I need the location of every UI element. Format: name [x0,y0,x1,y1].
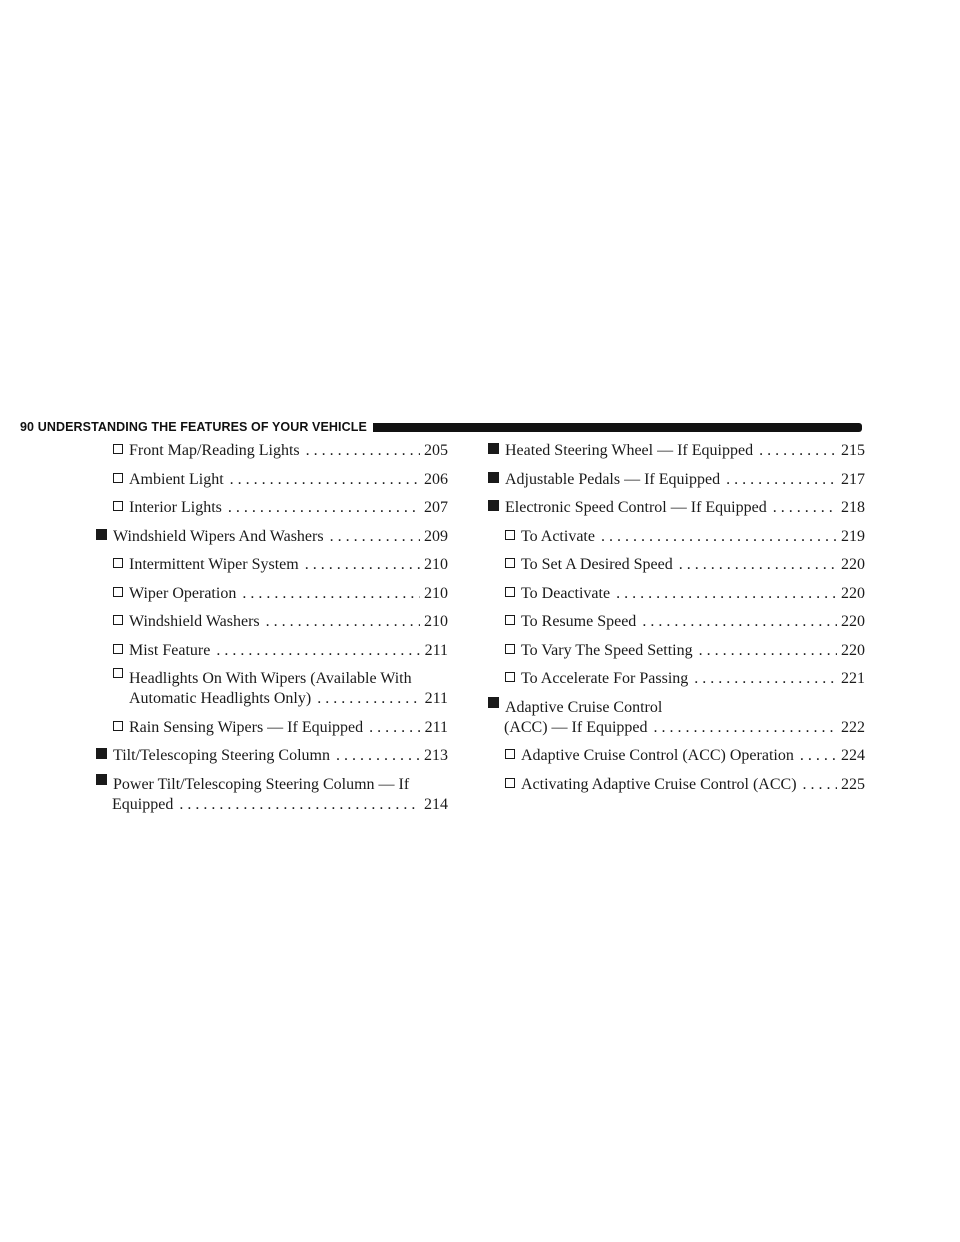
open-square-bullet-icon [113,587,123,597]
toc-entry[interactable] [488,441,865,461]
page-header [20,419,862,435]
page-number: 90 [20,420,35,434]
open-square-bullet-icon [505,558,515,568]
toc-entry-title: Mist Feature [129,641,211,659]
filled-square-bullet-icon [488,500,499,511]
toc-entry-title: Tilt/Telescoping Steering Column [113,747,330,764]
toc-entry[interactable] [488,746,865,766]
toc-entry-title: Front Map/Reading Lights [129,442,300,459]
dot-leader [336,746,420,766]
toc-entry[interactable] [488,470,865,490]
dot-leader [228,498,420,518]
filled-square-bullet-icon [96,774,107,785]
dot-leader [642,612,837,632]
toc-page-number: 221 [841,670,865,687]
filled-square-bullet-icon [488,443,499,454]
dot-leader [330,527,420,547]
open-square-bullet-icon [505,778,515,788]
open-square-bullet-icon [113,721,123,731]
header-rule [373,423,862,432]
filled-square-bullet-icon [488,697,499,708]
toc-page-number: 220 [841,613,865,630]
open-square-bullet-icon [113,558,123,568]
toc-entry-title: To Activate [521,527,595,545]
dot-leader [679,555,837,575]
dot-leader [726,470,837,490]
toc-page-number: 225 [841,775,865,793]
dot-leader [601,527,837,547]
toc-entry-title: Windshield Wipers And Washers [113,527,324,545]
dot-leader [242,584,420,604]
toc-entry[interactable] [96,746,448,766]
toc-entry[interactable] [96,775,448,815]
toc-page-number: 213 [424,747,448,764]
toc-page-number: 207 [424,499,448,516]
toc-page-number: 218 [841,499,865,516]
toc-entry[interactable] [488,555,865,575]
toc-page-number: 220 [841,584,865,602]
dot-leader [266,612,420,632]
open-square-bullet-icon [505,615,515,625]
filled-square-bullet-icon [488,472,499,483]
toc-entry-title: To Accelerate For Passing [521,670,689,687]
toc-entry[interactable] [96,669,448,709]
dot-leader [179,795,420,815]
toc-page-number: 214 [424,795,448,813]
toc-page-number: 206 [424,470,448,488]
section-title: UNDERSTANDING THE FEATURES OF YOUR VEHICLE [37,420,367,434]
toc-entry[interactable] [488,498,865,518]
toc-entry-title: Adaptive Cruise Control [505,698,663,716]
dot-leader [773,498,837,518]
dot-leader [305,555,420,575]
open-square-bullet-icon [113,444,123,454]
toc-entry-title-continued: Equipped [112,795,174,813]
toc-entry[interactable] [96,498,448,518]
open-square-bullet-icon [113,501,123,511]
dot-leader [694,669,837,689]
dot-leader [654,718,837,738]
toc-entry-title: Headlights On With Wipers (Available With [129,670,412,687]
toc-entry[interactable] [96,441,448,461]
toc-entry-title: Wiper Operation [129,584,237,602]
toc-left-column [96,441,448,823]
toc-page-number: 222 [841,718,865,736]
toc-entry-title: To Vary The Speed Setting [521,641,693,659]
toc-entry-title: Heated Steering Wheel — If Equipped [505,442,754,459]
toc-entry[interactable] [488,612,865,632]
toc-entry-title: Power Tilt/Telescoping Steering Column — If [113,775,410,793]
toc-entry[interactable] [488,775,865,795]
toc-entry[interactable] [488,584,865,604]
open-square-bullet-icon [113,473,123,483]
open-square-bullet-icon [505,530,515,540]
toc-entry-title: Activating Adaptive Cruise Control (ACC) [521,775,797,793]
toc-entry[interactable] [96,641,448,661]
open-square-bullet-icon [505,587,515,597]
filled-square-bullet-icon [96,529,107,540]
toc-entry-title: Rain Sensing Wipers — If Equipped [129,718,364,736]
open-square-bullet-icon [505,749,515,759]
toc-entry-title: Adjustable Pedals — If Equipped [505,470,721,488]
toc-entry[interactable] [488,669,865,689]
toc-entry-title-continued: (ACC) — If Equipped [504,718,648,736]
dot-leader [317,689,420,709]
toc-entry-title: Windshield Washers [129,613,260,630]
dot-leader [306,441,420,461]
toc-entry-title: To Deactivate [521,584,611,602]
toc-entry-title-continued: Automatic Headlights Only) [129,690,312,707]
toc-entry-title: To Resume Speed [521,613,637,630]
filled-square-bullet-icon [96,748,107,759]
dot-leader [216,641,420,661]
toc-entry[interactable] [96,612,448,632]
toc-page-number: 217 [841,470,865,488]
toc-entry-title: Interior Lights [129,499,222,516]
toc-page-number: 219 [841,527,865,545]
toc-page-number: 210 [424,556,448,573]
open-square-bullet-icon [505,644,515,654]
toc-page-number: 211 [424,641,448,659]
toc-entry[interactable] [96,718,448,738]
dot-leader [616,584,837,604]
toc-entry[interactable] [488,698,865,738]
dot-leader [800,746,837,766]
toc-entry-title: Ambient Light [129,470,224,488]
toc-page-number: 210 [424,613,448,630]
header-label [20,420,373,434]
toc-page-number: 209 [424,527,448,545]
dot-leader [803,775,837,795]
toc-entry[interactable] [488,527,865,547]
toc-entry[interactable] [96,470,448,490]
toc-entry[interactable] [488,641,865,661]
open-square-bullet-icon [113,615,123,625]
dot-leader [230,470,420,490]
toc-entry[interactable] [96,584,448,604]
dot-leader [759,441,837,461]
open-square-bullet-icon [505,672,515,682]
toc-page-number: 224 [841,747,865,764]
dot-leader [369,718,420,738]
toc-page-number: 210 [424,584,448,602]
toc-entry-title: Adaptive Cruise Control (ACC) Operation [521,747,794,764]
toc-page-number: 205 [424,442,448,459]
toc-page-number: 211 [424,718,448,736]
toc-entry-title: Electronic Speed Control — If Equipped [505,499,767,516]
toc-right-column [488,441,865,803]
open-square-bullet-icon [113,668,123,678]
toc-entry[interactable] [96,527,448,547]
toc-entry-title: Intermittent Wiper System [129,556,299,573]
open-square-bullet-icon [113,644,123,654]
toc-entry[interactable] [96,555,448,575]
dot-leader [699,641,837,661]
toc-page-number: 220 [841,556,865,573]
toc-entry-title: To Set A Desired Speed [521,556,673,573]
toc-page-number: 220 [841,641,865,659]
toc-page-number: 215 [841,442,865,459]
toc-page-number: 211 [424,690,448,707]
